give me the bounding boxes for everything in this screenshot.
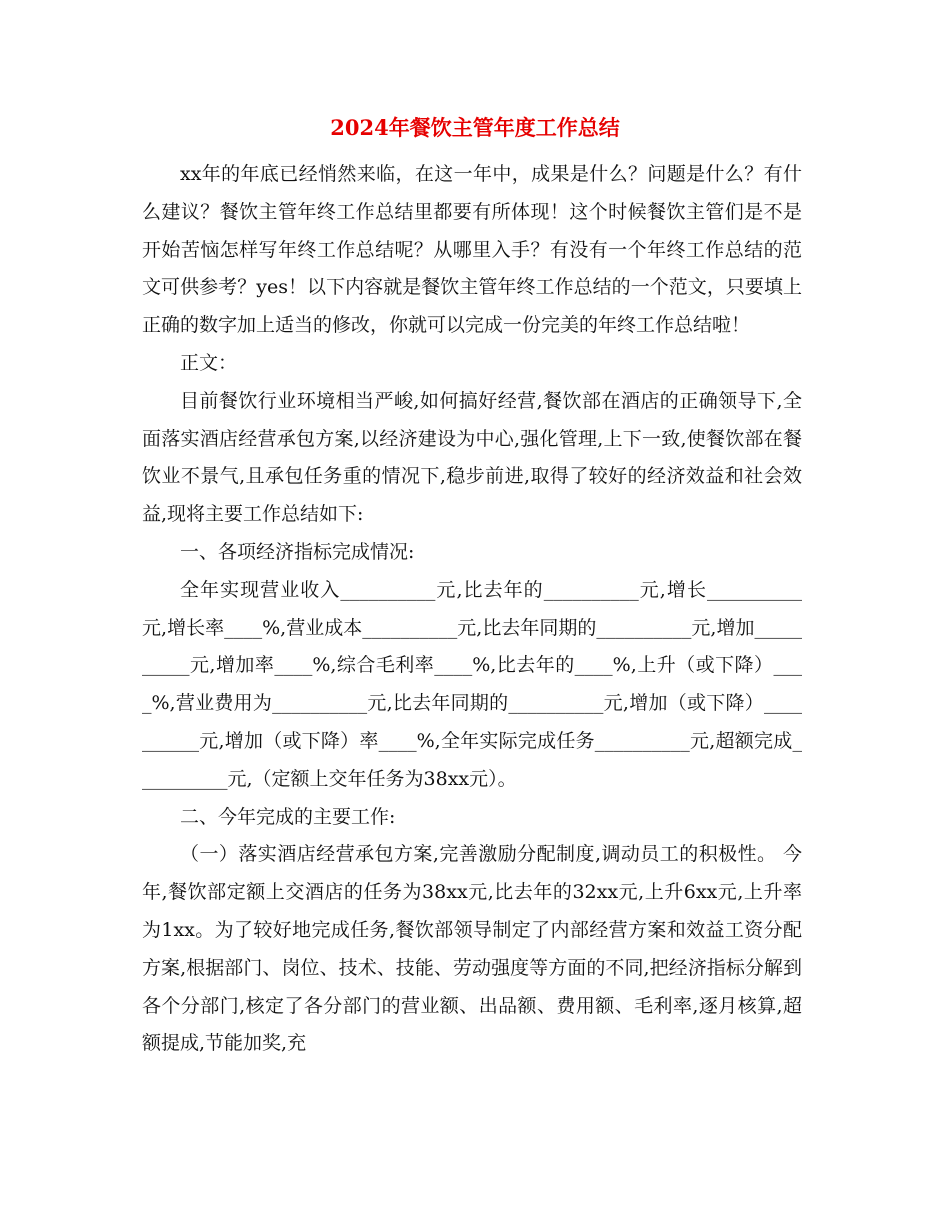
paragraph-indicators: 全年实现营业收入__________元,比去年的__________元,增长__________元,增长率____%,营业成本__________元,比去年同期的__________元,增加__________元,增加率____%,综合毛利率____%,比去年的____%,上升（或下降）____%,营业费用为__________元,比去年同期的__________元,增加（或下降）__________元,增加（或下降）率____%,全年实际完成任务__________元,超额完成__________元,（定额上交年任务为38xx元）。 — [142, 578, 802, 790]
paragraph-intro: xx年的年底已经悄然来临，在这一年中，成果是什么？问题是什么？有什么建议？餐饮主管年终工作总结里都要有所体现！这个时候餐饮主管们是不是开始苦恼怎样写年终工作总结呢？从哪里入手？有没有一个年终工作总结的范文可供参考？yes！以下内容就是餐饮主管年终工作总结的一个范文，只要填上正确的数字加上适当的修改，你就可以完成一份完美的年终工作总结啦！ — [142, 163, 802, 337]
paragraph-overview: 目前餐饮行业环境相当严峻,如何搞好经营,餐饮部在酒店的正确领导下,全面落实酒店经营承包方案,以经济建设为中心,强化管理,上下一致,使餐饮部在餐饮业不景气,且承包任务重的情况下,稳步前进,取得了较好的经济效益和社会效益,现将主要工作总结如下: — [142, 389, 802, 526]
document-title: 2024年餐饮主管年度工作总结 — [330, 115, 620, 140]
document-body — [142, 156, 802, 1063]
section-heading-main-work: 二、今年完成的主要工作: — [180, 805, 396, 828]
section-heading-indicators: 一、各项经济指标完成情况: — [180, 540, 415, 563]
paragraph-main-work-1: （一）落实酒店经营承包方案,完善激励分配制度,调动员工的积极性。 今年,餐饮部定额上交酒店的任务为38xx元,比去年的32xx元,上升6xx元,上升率为1xx。为了较好地完成任务,餐饮部领导制定了内部经营方案和效益工资分配方案,根据部门、岗位、技术、技能、劳动强度等方面的不同,把经济指标分解到各个分部门,核定了各分部门的营业额、出品额、费用额、毛利率,逐月核算,超额提成,节能加奖,充 — [142, 843, 802, 1055]
paragraph-main-text-label: 正文： — [180, 351, 238, 374]
